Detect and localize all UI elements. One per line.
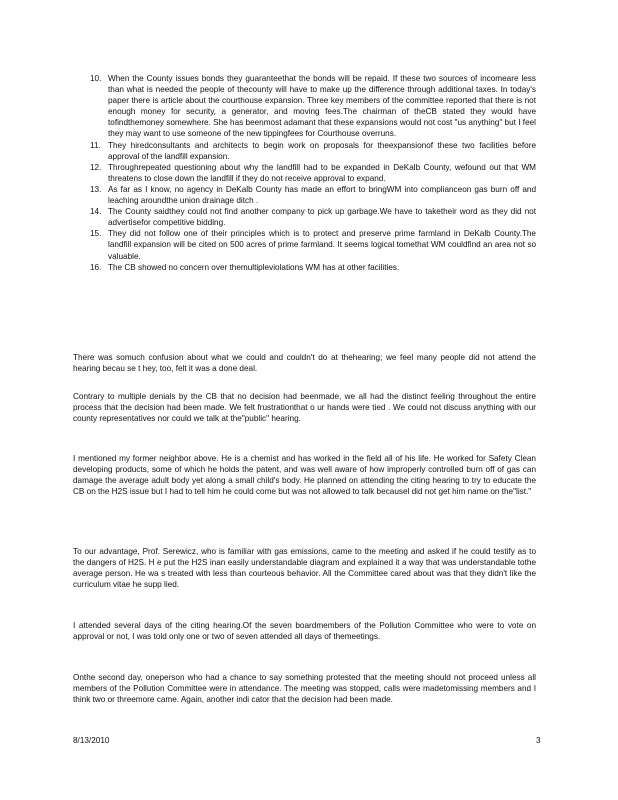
list-number: 11. [90,140,101,150]
list-text: The County saidthey could not find another company to pick up garbage.We have to taketheir word as they did not advertisefor competitive bidding. [108,207,536,228]
list-item [90,73,536,140]
paragraph-second-day: Onthe second day, oneperson who had a chance to say something protested that the meeting should not proceed unless all members of the Pollution Committee were in attendance. The meeting was stopped, calls were madetomissing members and I think two or threemore came. Again, another indi cator that the decision had been made. [73,673,536,705]
footer-date: 8/13/2010 [73,736,110,745]
list-number: 14. [90,207,102,217]
list-item [90,228,536,261]
list-item [90,162,536,184]
list-number: 15. [90,229,102,239]
paragraph-neighbor: I mentioned my former neighbor above. He is a chemist and has worked in the field all of his life. He worked for Safety Clean developing products, some of which he holds the patent, and was well aware of how improperly controlled burn off of gas can damage the average adult body yet along a small child's body. He planned on attending the citing hearing to try to educate the CB on the H2S issue but I had to tell him he could come but was not allowed to talk becausel did not get him name on the"list." [73,454,536,497]
paragraph-confusion: There was somuch confusion about what we could and couldn't do at thehearing; we feel many people did not attend the hearing becau se t hey, too, felt it was a done deal. [73,353,536,374]
list-item [90,184,536,206]
list-number: 12. [90,162,102,172]
list-item [90,140,536,162]
list-number: 13. [90,184,102,194]
list-text: The CB showed no concern over themultipleviolations WM has at other facilities. [108,262,400,272]
list-number: 10. [90,74,102,83]
page-number: 3 [536,736,541,745]
list-item [90,262,536,273]
list-text: As far as I know, no agency in DeKalb County has made an effort to bringWM into complianceon gas burn off and leaching aroundthe union drainage ditch . [108,184,536,206]
paragraph-serewicz: To our advantage, Prof. Serewicz, who is familiar with gas emissions, came to the meeting and asked if he could testify as to the dangers of H2S. H e put the H2S inan easily understandable diagram and explained it a way that was understandable tothe average person. He wa s treated with less than courteous behavior. All the Committee cared about was that they didn't like the curriculum vitae he supp lied. [73,547,536,590]
list-number: 16. [90,262,102,272]
list-text: They did not follow one of their principles which is to protect and preserve prime farmland in DeKalb County.The landfill expansion will be cited on 500 acres of prime farmland. It seems logical tomethat WM couldfind an area not so valuable. [108,229,536,261]
numbered-list [90,73,536,273]
list-text: When the County issues bonds they guaranteethat the bonds will be repaid. If these two sources of incomeare less than what is needed the people of thecounty will have to make up the difference through additional taxes. In today's paper there is article about the courthouse expansion. Three key members of the committee reported that there is not enough money for security, a generator, and moving fees.The chairman of theCB stated they would have tofindthemoney somewhere. She has beenmost adamant that these expansions would not cost "us anything" but I feel they may want to use someone of the new tippingfees for Courthouse overruns. [108,74,536,139]
list-item [90,206,536,228]
paragraph-contrary: Contrary to multiple denials by the CB that no decision had beenmade, we all had the distinct feeling throughout the entire process that the decision had been made. We felt frustrationthat o ur hands were tied . We could not discuss anything with our county representatives nor could we talk at the"public" hearing. [73,392,536,424]
list-text: They hiredconsultants and architects to begin work on proposals for theexpansionof these two facilities before approval of the landfill expansion. [108,140,536,161]
list-text: Throughrepeated questioning about why the landfill had to be expanded in DeKalb County, wefound out that WM threatens to close down the landfill if they do not receive approval to expand. [108,162,536,183]
paragraph-citing-hearing: I attended several days of the citing hearing.Of the seven boardmembers of the Pollution Committee who were to vote on approval or not, I was told only one or two of seven attended all days of themeetings. [73,621,536,642]
